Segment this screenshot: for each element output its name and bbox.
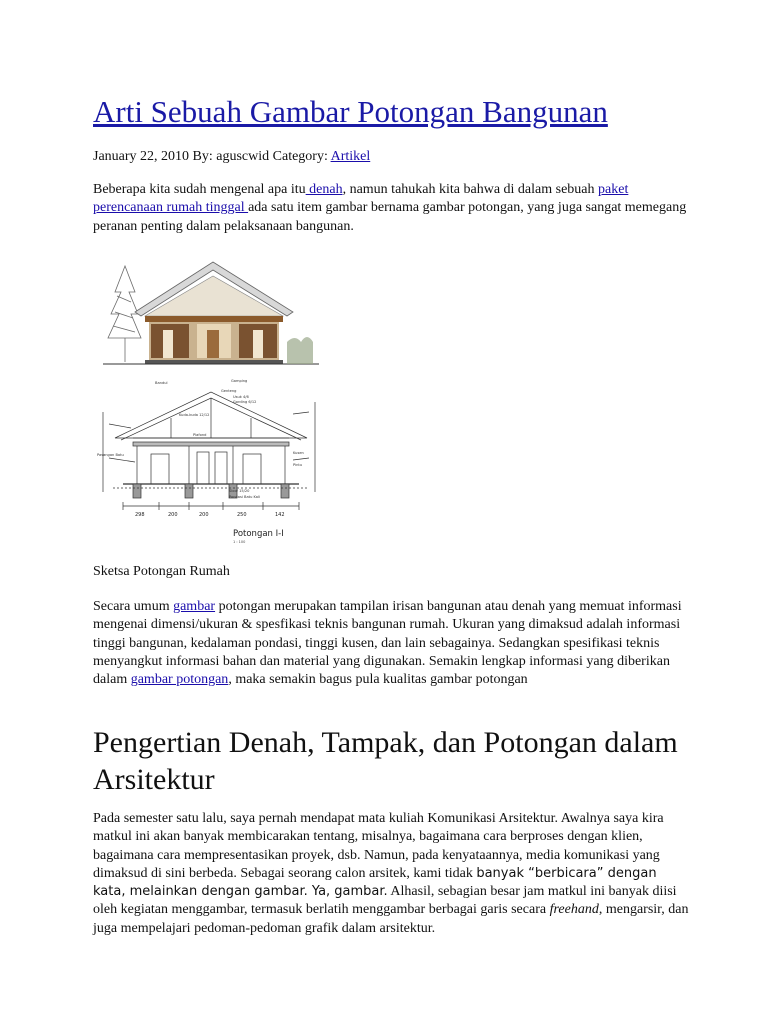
- note-gamping: Gamping: [231, 379, 248, 383]
- note-usuk: Usuk 4/6: [233, 395, 249, 399]
- meta-text: January 22, 2010 By: aguscwid Category:: [93, 149, 331, 164]
- note-gording: Gording 6/12: [233, 400, 257, 404]
- freehand-emphasis: freehand: [549, 902, 599, 918]
- note-kuda-kuda: Kuda-kuda 12/12: [179, 413, 210, 417]
- dim-4: 250: [237, 512, 247, 518]
- category-link[interactable]: Artikel: [330, 149, 371, 164]
- figure-label: Potongan I-I: [233, 529, 284, 539]
- note-pintu: Pintu: [293, 463, 303, 467]
- gambar-potongan-link[interactable]: gambar potongan: [130, 672, 229, 688]
- intro-paragraph: [93, 181, 693, 236]
- note-genteng: Genteng: [221, 389, 237, 393]
- article-title-link[interactable]: Arti Sebuah Gambar Potongan Bangunan: [93, 94, 608, 129]
- note-sloof: Sloof 15/20: [229, 489, 250, 493]
- gambar-link[interactable]: gambar: [173, 599, 216, 614]
- body-paragraph-3: [93, 810, 693, 938]
- para3-text-1: Pada semester satu lalu, saya pernah mendapat mata kuliah Komunikasi Arsitektur. Awalnya saya kira matkul ini akan banyak membicarakan tentang, misalnya, bagaimana cara berproses dengan klien, bagaimana cara mempresentasikan proyek, dsb. Namun, pada kenyataannya, media komunikasi yang dimaksud di sini berbeda. Sebagai seorang calon arsitek, kami tidak: [93, 811, 664, 881]
- para2-text-1: Secara umum: [93, 599, 174, 614]
- house-section-figure: [93, 252, 329, 544]
- para2-text-3: , maka semakin bagus pula kualitas gambar potongan: [228, 672, 528, 688]
- para3-sans-text: banyak “berbicara” dengan kata, melainkan dengan gambar. Ya, gambar.: [93, 865, 657, 900]
- dim-1: 298: [135, 512, 145, 518]
- house-section-drawing: [93, 252, 329, 544]
- paket-perencanaan-link[interactable]: paket perencanaan rumah tinggal: [93, 182, 629, 216]
- note-plafond: Plafond: [193, 433, 207, 437]
- article-title: [93, 93, 608, 131]
- para3-text-2: Alhasil, sebagian besar jam matkul ini banyak diisi oleh kegiatan menggambar, termasuk berlatih menggambar berbagai garis secara: [93, 884, 677, 918]
- denah-link[interactable]: denah: [305, 182, 343, 197]
- figure-scale: 1 : 100: [233, 540, 246, 544]
- para2-text-2: potongan merupakan tampilan irisan bangunan atau denah yang memuat informasi mengenai dimensi/ukuran & spesfikasi teknis bangunan rumah. Ukuran yang dimaksud adalah informasi tinggi bangunan, kedalaman pondasi, tinggi kusen, dan lain sebagainya. Sedangkan spesifikasi teknis menyangkut informasi bahan dan material yang digunakan. Semakin lengkap informasi yang diberikan dalam: [93, 599, 682, 688]
- note-kusen: Kusen: [293, 451, 304, 455]
- dim-5: 142: [275, 512, 285, 518]
- note-pasangan: Pasangan Batu: [97, 453, 124, 457]
- intro-text-2: , namun tahukah kita bahwa di dalam sebuah: [342, 182, 599, 197]
- dim-2: 200: [168, 512, 178, 518]
- body-paragraph-2: [93, 598, 693, 689]
- note-pondasi: Pondasi Batu Kali: [229, 495, 261, 499]
- section-heading: Pengertian Denah, Tampak, dan Potongan dalam Arsitektur: [93, 726, 678, 796]
- article-meta: [93, 147, 370, 166]
- para3-text-3: , mengarsir, dan juga mempelajari pedoman-pedoman grafik dalam arsitektur.: [93, 902, 689, 936]
- intro-text-1: Beberapa kita sudah mengenal apa itu: [93, 182, 306, 197]
- dim-3: 200: [199, 512, 209, 518]
- note-bandul: Bandul: [155, 381, 168, 385]
- figure-caption: Sketsa Potongan Rumah: [93, 564, 230, 579]
- intro-text-3: ada satu item gambar bernama gambar potongan, yang juga sangat memegang peranan penting dalam pelaksanaan bangunan.: [93, 200, 687, 234]
